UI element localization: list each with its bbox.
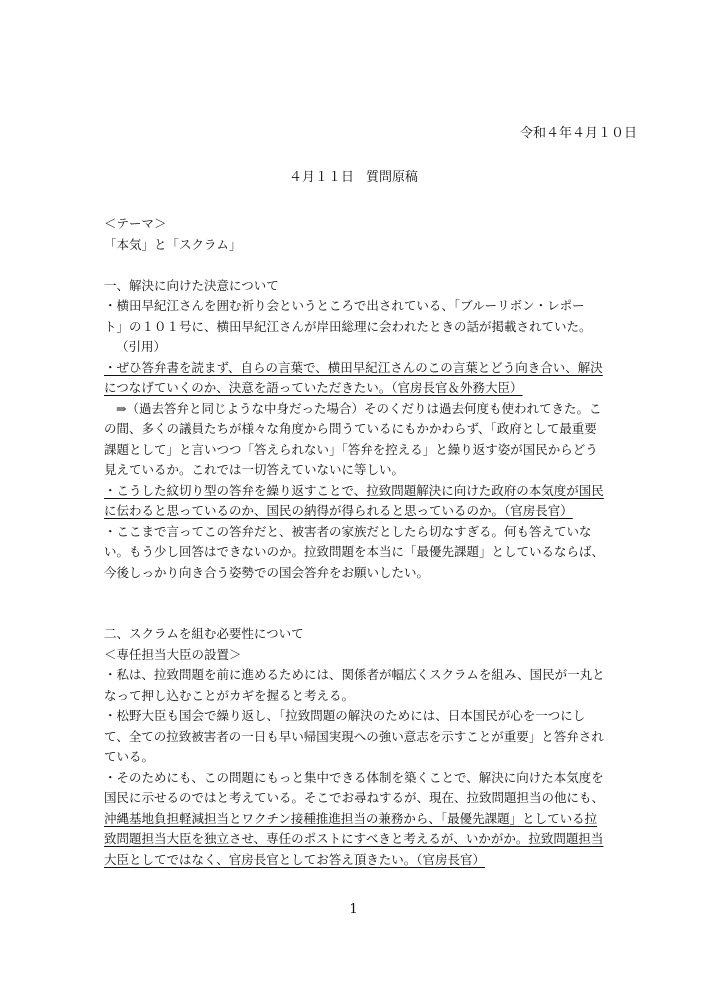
section2-line: ・私は、拉致問題を前に進めるためには、関係者が幅広くスクラムを組み、国民が一丸と	[104, 667, 605, 682]
section1-line: ト」の１０１号に、横田早紀江さんが岸田総理に会われたときの話が掲載されていた。	[104, 318, 592, 334]
page-number: 1	[349, 902, 358, 917]
document-date: 令和４年４月１０日	[519, 126, 637, 141]
theme-text: 「本気」と「スクラム」	[104, 236, 242, 252]
section1-line: ・横田早紀江さんを囲む祈り会というところで出されている、「ブルーリボン・レポー	[104, 298, 585, 313]
section1-line: ・ぜひ答弁書を読まず、自らの言葉で、横田早紀江さんのこの言葉とどう向き合い、解決	[104, 359, 603, 375]
section1-line: 見えているか。これでは一切答えていないに等しい。	[104, 462, 405, 477]
title-date: ４月１１日	[288, 170, 354, 185]
section1-heading: 一、解決に向けた決意について	[104, 277, 279, 293]
section2-line: ・松野大臣も国会で繰り返し、「拉致問題の解決のためには、日本国民が心を一つにし	[104, 708, 586, 723]
section1-line: につなげていくのか、決意を語っていただきたい。（官房長官＆外務大臣）	[104, 380, 523, 395]
document-title	[0, 166, 707, 185]
section1-line: 課題として」と言いつつ「答えられない」「答弁を控える」と繰り返す姿が国民からどう	[104, 441, 598, 457]
title-text: 質問原稿	[366, 170, 419, 185]
section2-line: ている。	[104, 749, 155, 764]
section2-line: 国民に示せるのではと考えている。そこでお尋ねするが、現在、拉致問題担当の他にも、	[104, 790, 605, 805]
section1-line: 今後しっかり向き合う姿勢での国会答弁をお願いしたい。	[104, 564, 430, 580]
section1-line: の間、多くの議員たちが様々な角度から問うているにもかかわらず、「政府として最重要	[104, 421, 597, 436]
section2-line: 沖縄基地負担軽減担当とワクチン接種推進担当の兼務から、「最優先課題」としている拉	[104, 810, 598, 826]
section1-line: ・ここまで言ってこの答弁だと、被害者の家族だとしたら切なすぎる。何も答えていな	[104, 523, 592, 539]
section2-subheading: ＜専任担当大臣の設置＞	[104, 646, 242, 662]
section2-line: なって押し込むことがカギを握ると考える。	[104, 687, 355, 703]
section1-line: ⇒（過去答弁と同じような中身だった場合）そのくだりは過去何度も使われてきた。こ	[116, 400, 602, 416]
section1-line: に伝わると思っているのか、国民の納得が得られると思っているのか。（官房長官）	[104, 503, 573, 518]
section2-line: 致問題担当大臣を独立させ、専任のポストにすべきと考えるが、いかがか。拉致問題担当	[104, 831, 604, 846]
section2-line: て、全ての拉致被害者の一日も早い帰国実現への強い意志を示すことが重要」と答弁され	[104, 728, 604, 744]
section2-line: ・そのためにも、この問題にもっと集中できる体制を築くことで、解決に向けた本気度を	[104, 769, 604, 785]
section2-line: 大臣としてではなく、官房長官としてお答え頂きたい。（官房長官）	[104, 851, 486, 867]
section1-line: （引用）	[116, 339, 167, 354]
section1-line: ・こうした紋切り型の答弁を繰り返すことで、拉致問題解決に向けた政府の本気度が国民	[104, 482, 604, 498]
section1-line: い。もう少し回答はできないのか。拉致問題を本当に「最優先課題」としているならば、	[104, 544, 605, 559]
theme-label: ＜テーマ＞	[104, 216, 167, 231]
section2-heading: 二、スクラムを組む必要性について	[104, 626, 304, 641]
document-body	[104, 214, 614, 870]
